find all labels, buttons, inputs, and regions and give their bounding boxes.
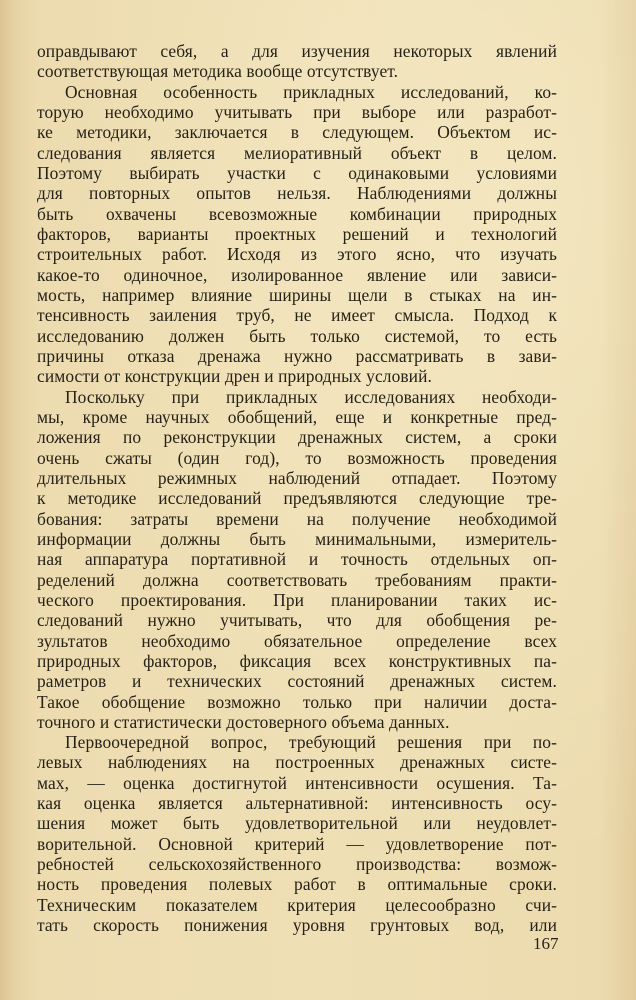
text-line: следований нужно учитывать, что для обобщения ре- (37, 610, 557, 631)
text-line: длительных режимных наблюдений отпадает. Поэтому (37, 467, 557, 488)
text-line: зультатов необходимо обязательное определение всех (37, 630, 557, 651)
text-line: для повторных опытов нельзя. Наблюдениями должны (37, 183, 557, 204)
text-line: Поскольку при прикладных исследованиях необходи- (65, 386, 557, 407)
text-line: Поэтому выбирать участки с одинаковыми условиями (37, 162, 557, 183)
text-line: исследованию должен быть только системой, то есть (37, 325, 557, 346)
text-line: строительных работ. Исходя из этого ясно, что изучать (37, 244, 557, 265)
text-line: тать скорость понижения уровня грунтовых вод, или (37, 915, 557, 936)
text-line: симости от конструкции дрен и природных условий. (37, 366, 432, 387)
text-line: Первоочередной вопрос, требующий решения при по- (65, 732, 557, 753)
text-line: факторов, варианты проектных решений и технологий (37, 223, 557, 244)
text-line: Основная особенность прикладных исследований, ко- (65, 81, 557, 102)
text-line: ребностей сельскохозяйственного производства: возмож- (37, 854, 557, 875)
text-line: мость, например влияние ширины щели в стыках на ин- (37, 284, 557, 305)
text-line: Техническим показателем критерия целесообразно счи- (37, 894, 557, 915)
text-line: к методике исследований предъявляются следующие тре- (37, 488, 557, 509)
text-line: причины отказа дренажа нужно рассматривать в зави- (37, 345, 557, 366)
text-line: ность проведения полевых работ в оптимальные сроки. (37, 874, 557, 895)
text-line: быть охвачены всевозможные комбинации природных (37, 203, 557, 224)
text-line: тенсивность заиления труб, не имеет смысла. Подход к (37, 305, 557, 326)
text-line: оправдывают себя, а для изучения некоторых явлений (37, 41, 557, 61)
body-text (37, 41, 557, 935)
text-line: ворительной. Основной критерий — удовлетворение пот- (37, 833, 557, 854)
text-line: следования является мелиоративный объект в целом. (37, 142, 557, 163)
page-number: 167 (533, 934, 559, 953)
text-line: торую необходимо учитывать при выборе или разработ- (37, 101, 557, 122)
text-line: мах, — оценка достигнутой интенсивности осушения. Та- (37, 772, 557, 793)
text-line: соответствующая методика вообще отсутствует. (37, 61, 399, 82)
text-line: ная аппаратура портативной и точность отдельных оп- (37, 549, 557, 570)
text-line: ческого проектирования. При планировании таких ис- (37, 589, 557, 610)
text-line: ложения по реконструкции дренажных систем, а сроки (37, 427, 557, 448)
text-line: ке методики, заключается в следующем. Объектом ис- (37, 122, 557, 143)
text-line: очень сжаты (один год), то возможность проведения (37, 447, 557, 468)
text-line: бования: затраты времени на получение необходимой (37, 508, 557, 529)
text-line: шения может быть удовлетворительной или неудовлет- (37, 813, 557, 834)
text-line: кая оценка является альтернативной: интенсивность осу- (37, 793, 557, 814)
text-line: ределений должна соответствовать требованиям практи- (37, 569, 557, 590)
text-line: точного и статистически достоверного объема данных. (37, 711, 450, 732)
text-line: какое-то одиночное, изолированное явление или зависи- (37, 264, 557, 285)
text-line: информации должны быть минимальными, измеритель- (37, 528, 557, 549)
text-line: раметров и технических состояний дренажных систем. (37, 671, 557, 692)
text-line: левых наблюдениях на построенных дренажных систе- (37, 752, 557, 773)
text-line: Такое обобщение возможно только при наличии доста- (37, 691, 557, 712)
text-line: природных факторов, фиксация всех конструктивных па- (37, 650, 557, 671)
text-line: мы, кроме научных обобщений, еще и конкретные пред- (37, 406, 557, 427)
